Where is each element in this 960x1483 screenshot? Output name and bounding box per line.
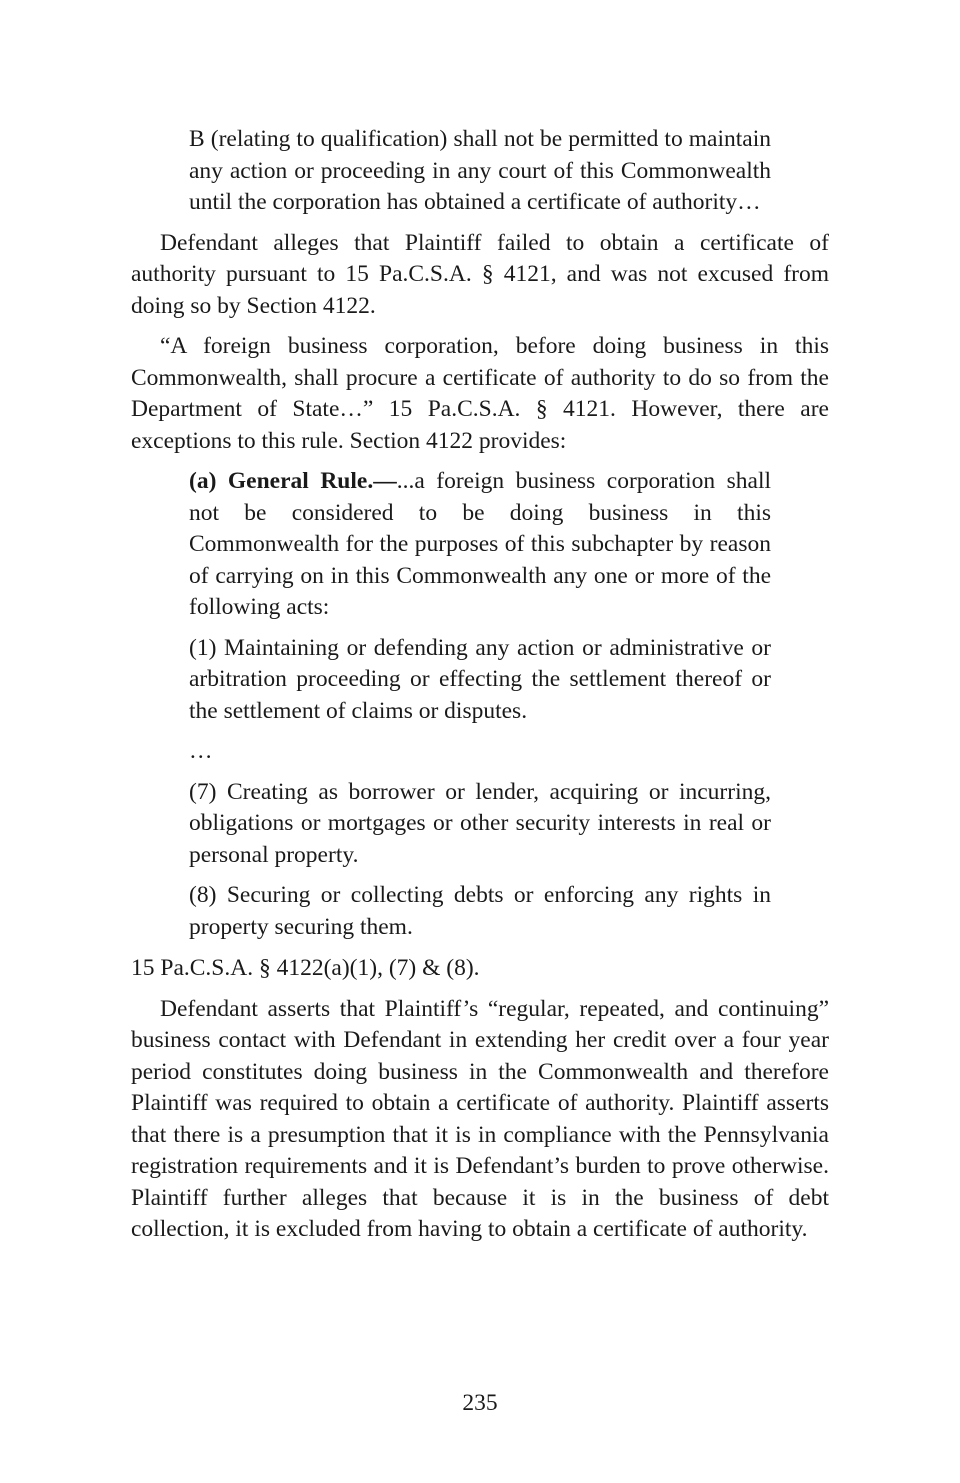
paragraph-rule: “A foreign business corporation, before doing business in this Commonwealth, shall procure a certificate of authority to do so from the Department of State…” 15 Pa.C.S.A. § 4121. However, there are exceptions to this rule. Section 4122 provides: <box>131 333 829 454</box>
paragraph-allegation: Defendant alleges that Plaintiff failed to obtain a certificate of authority pursuant to 15 Pa.C.S.A. § 4121, and was not excused from doing so by Section 4122. <box>131 229 829 319</box>
statute-heading: (a) General Rule.— <box>189 468 397 494</box>
statute-item-7: (7) Creating as borrower or lender, acquiring or incurring, obligations or mortgages or other security interests in real or personal property. <box>189 778 771 868</box>
statute-item-1: (1) Maintaining or defending any action or administrative or arbitration proceeding or effecting the settlement thereof or the settlement of claims or disputes. <box>189 634 771 724</box>
statute-general-rule <box>189 466 771 624</box>
statute-ellipsis: … <box>189 738 213 764</box>
statute-item-8: (8) Securing or collecting debts or enforcing any rights in property securing them. <box>189 882 771 940</box>
citation: 15 Pa.C.S.A. § 4122(a)(1), (7) & (8). <box>131 955 480 981</box>
paragraph-assertion: Defendant asserts that Plaintiff’s “regular, repeated, and continuing” business contact with Defendant in extending her credit over a four year period constitutes doing business in the Commonwealth and therefore Plaintiff was required to obtain a certificate of authority. Plaintiff asserts that there is a presumption that it is in compliance with the Pennsylvania registration requirements and it is Defendant’s burden to prove otherwise. Plaintiff further alleges that because it is in the business of debt collection, it is excluded from having to obtain a certificate of authority. <box>131 995 829 1242</box>
page-body <box>131 124 829 1246</box>
page-number: 235 <box>462 1390 498 1416</box>
block-quote-top: B (relating to qualification) shall not be permitted to maintain any action or proceeding in any court of this Commonwealth until the corporation has obtained a certificate of authority… <box>189 126 771 215</box>
statute-intro: ...a foreign business corporation shall not be considered to be doing business in this Commonwealth for the purposes of this subchapter by reason of carrying on in this Commonwealth any one or more of the following acts: <box>189 468 772 620</box>
